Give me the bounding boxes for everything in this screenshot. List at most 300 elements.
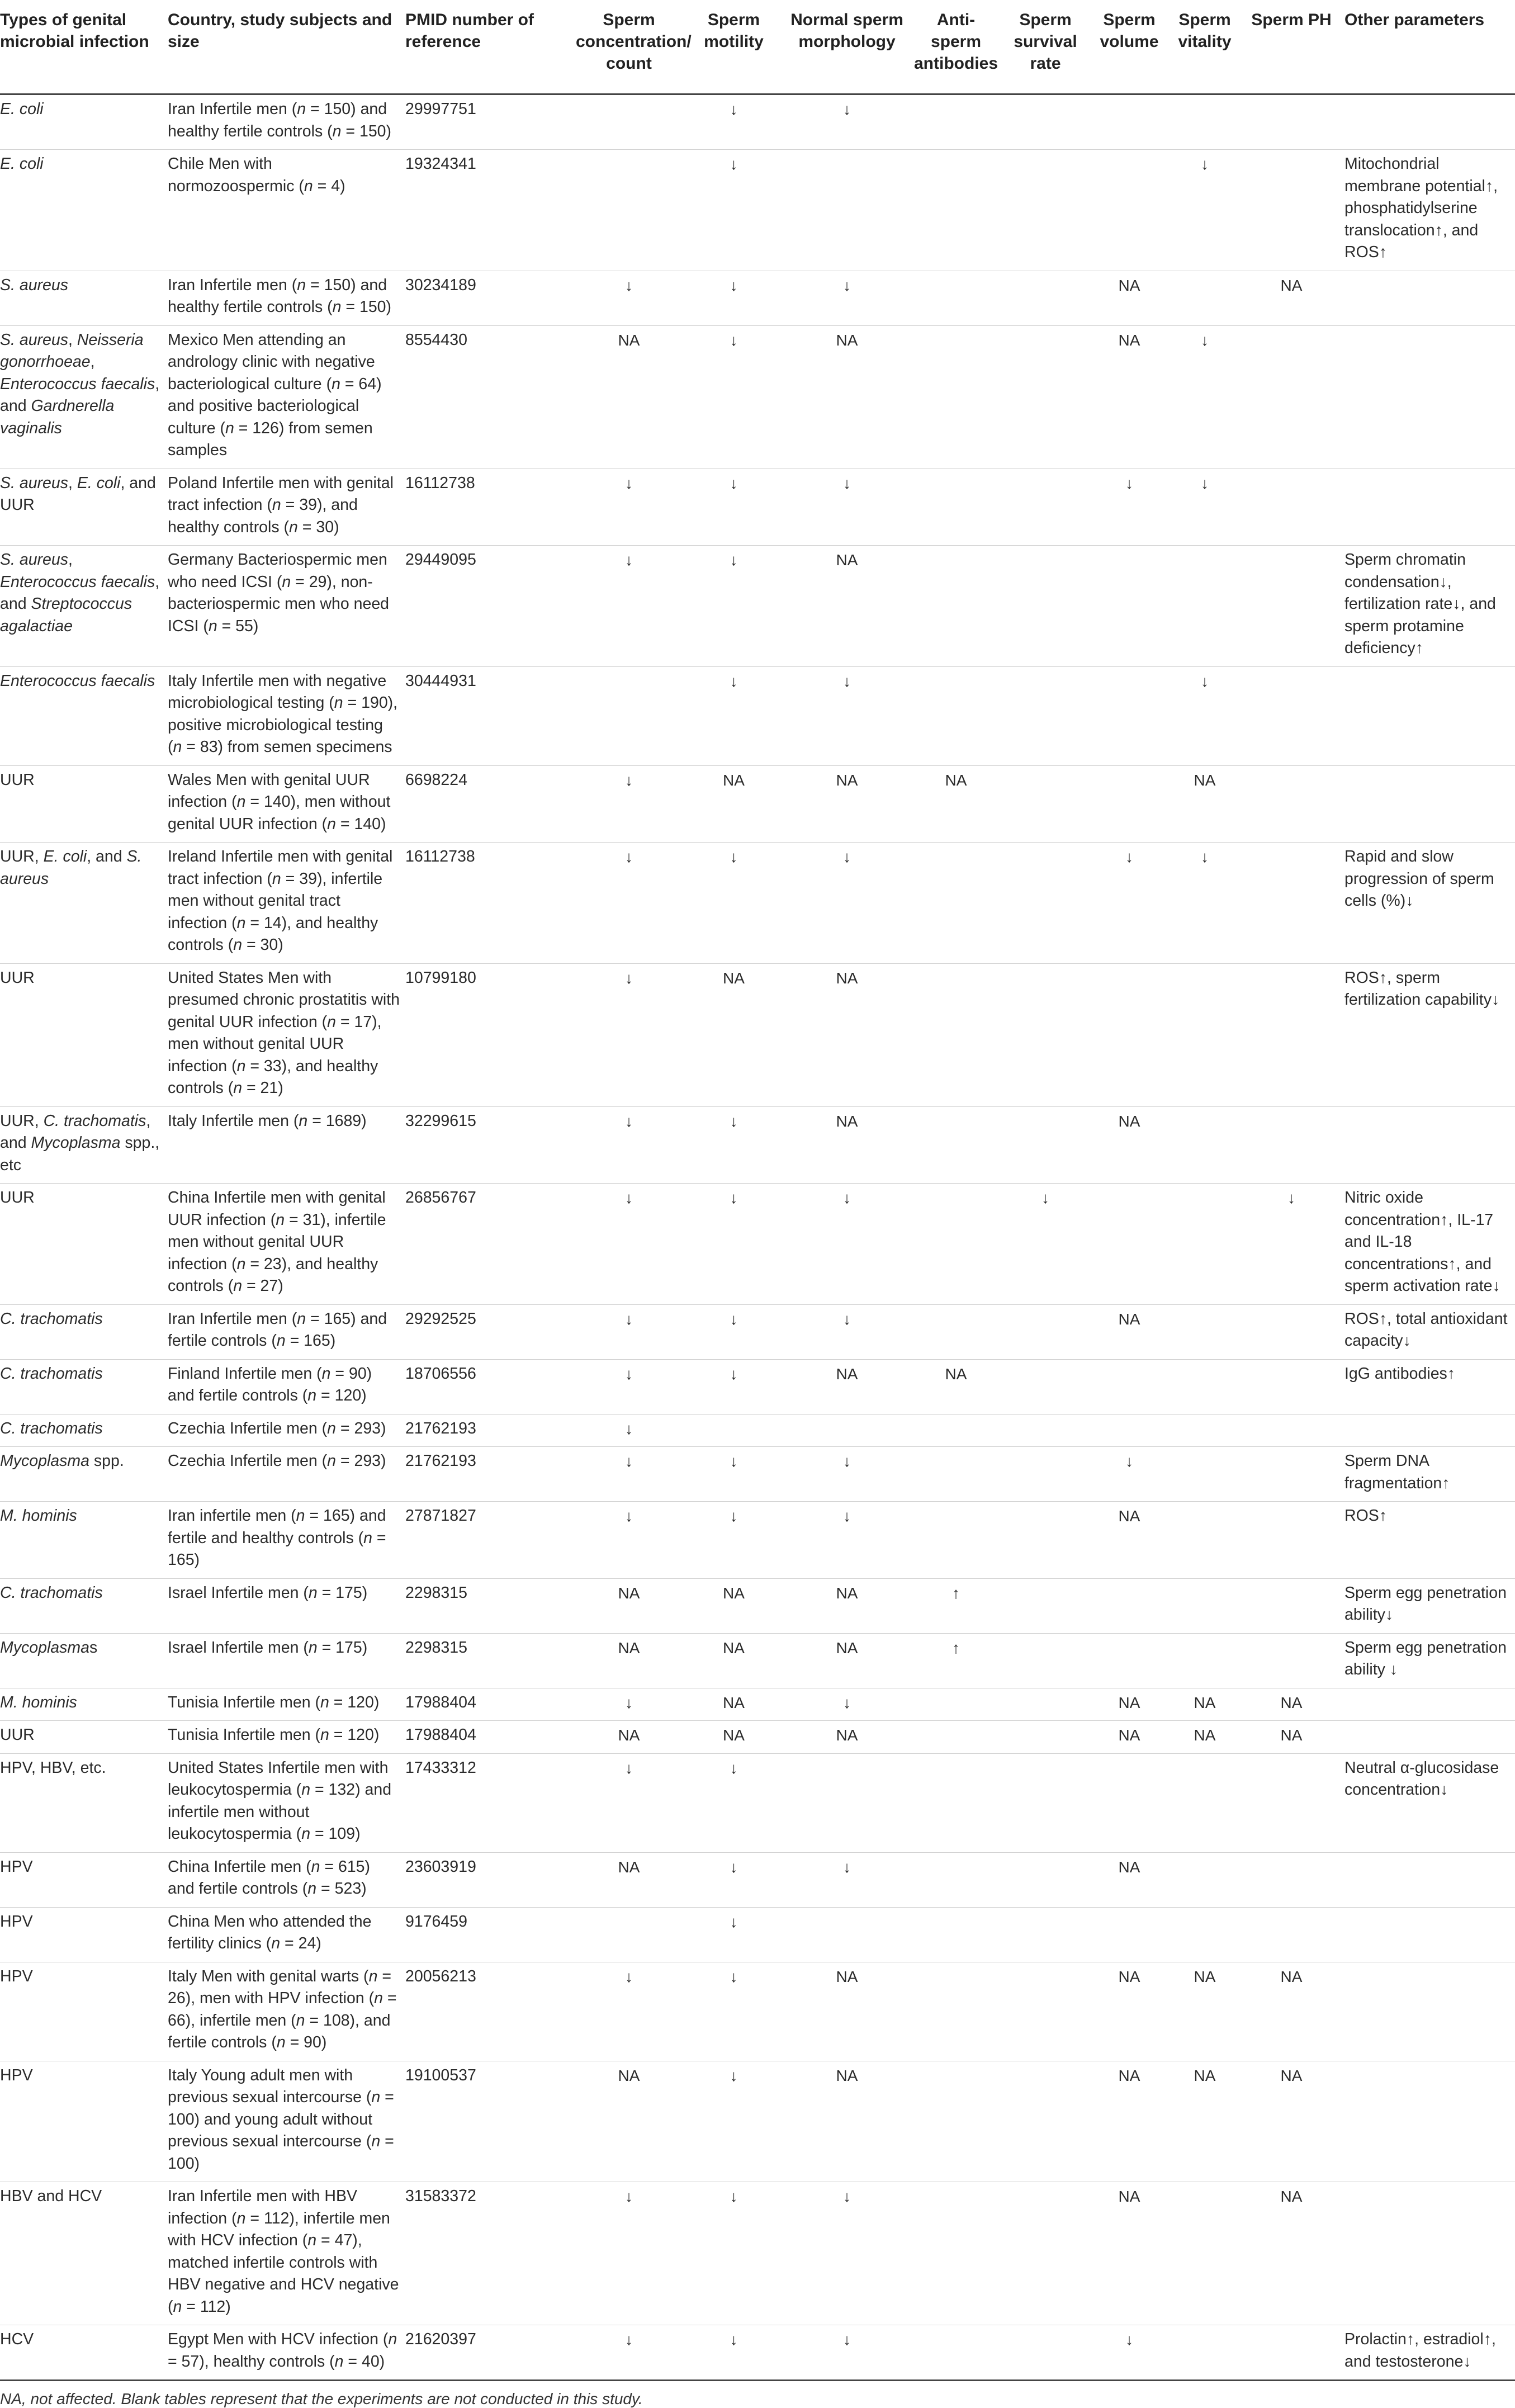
cell-pmid: 30444931 [405,666,576,765]
cell-infection-type: S. aureus [0,271,168,325]
cell-other-parameters [1344,271,1515,325]
cell-pmid: 16112738 [405,469,576,546]
cell-infection-type: S. aureus, Neisseria gonorrhoeae, Enterococcus faecalis, and Gardnerella vaginalis [0,325,168,469]
table-row [0,325,1515,469]
cell-country-subjects: Italy Young adult men with previous sexual intercourse (n = 100) and young adult without previous sexual intercourse (n = 100) [168,2061,405,2182]
cell-pmid: 18706556 [405,1359,576,1414]
cell-sperm-volume: NA [1093,1502,1171,1579]
cell-sperm-survival [1003,2061,1093,2182]
cell-sperm-vitality [1171,546,1244,667]
cell-antisperm-antibodies: NA [914,765,1003,843]
cell-sperm-vitality [1171,2182,1244,2325]
cell-antisperm-antibodies: ↑ [914,1578,1003,1633]
cell-sperm-motility: ↓ [688,1502,785,1579]
cell-sperm-survival [1003,1721,1093,1754]
cell-antisperm-antibodies [914,1447,1003,1502]
cell-normal-morphology: ↓ [785,94,914,150]
cell-sperm-concentration: ↓ [576,546,688,667]
cell-sperm-concentration: ↓ [576,271,688,325]
cell-antisperm-antibodies [914,2325,1003,2381]
cell-sperm-survival [1003,150,1093,271]
cell-sperm-ph: NA [1244,271,1344,325]
cell-normal-morphology: ↓ [785,2182,914,2325]
cell-pmid: 21762193 [405,1447,576,1502]
cell-sperm-motility: NA [688,1633,785,1688]
cell-country-subjects: Czechia Infertile men (n = 293) [168,1447,405,1502]
cell-sperm-volume [1093,1184,1171,1305]
cell-sperm-ph [1244,1633,1344,1688]
cell-sperm-volume [1093,1753,1171,1852]
cell-country-subjects: Italy Infertile men with negative microbiological testing (n = 190), positive microbiological testing (n = 83) from semen specimens [168,666,405,765]
cell-sperm-concentration: NA [576,1852,688,1907]
cell-pmid: 21762193 [405,1414,576,1447]
cell-sperm-survival [1003,1962,1093,2061]
cell-infection-type: M. hominis [0,1688,168,1721]
table-row [0,843,1515,964]
cell-sperm-survival [1003,1907,1093,1962]
cell-infection-type: C. trachomatis [0,1414,168,1447]
cell-infection-type: C. trachomatis [0,1578,168,1633]
cell-sperm-concentration: ↓ [576,1184,688,1305]
table-row [0,765,1515,843]
table-row [0,546,1515,667]
cell-sperm-concentration: ↓ [576,2325,688,2381]
cell-antisperm-antibodies [914,1721,1003,1754]
cell-antisperm-antibodies [914,469,1003,546]
table-row [0,271,1515,325]
cell-pmid: 32299615 [405,1106,576,1184]
cell-infection-type: UUR, C. trachomatis, and Mycoplasma spp., etc [0,1106,168,1184]
cell-sperm-ph [1244,666,1344,765]
cell-antisperm-antibodies: ↑ [914,1633,1003,1688]
cell-sperm-volume: NA [1093,2182,1171,2325]
cell-sperm-motility: ↓ [688,1852,785,1907]
cell-sperm-motility: ↓ [688,1447,785,1502]
header-sperm-ph: Sperm PH [1244,0,1344,94]
table-row [0,1106,1515,1184]
cell-sperm-volume: NA [1093,2061,1171,2182]
cell-country-subjects: Iran Infertile men (n = 165) and fertile controls (n = 165) [168,1304,405,1359]
cell-sperm-volume: NA [1093,1106,1171,1184]
cell-sperm-survival [1003,1106,1093,1184]
cell-sperm-concentration: ↓ [576,1688,688,1721]
cell-sperm-concentration: ↓ [576,1447,688,1502]
cell-normal-morphology: NA [785,1106,914,1184]
cell-infection-type: Mycoplasma spp. [0,1447,168,1502]
cell-infection-type: E. coli [0,94,168,150]
cell-sperm-vitality [1171,1304,1244,1359]
cell-sperm-concentration: NA [576,1633,688,1688]
cell-sperm-survival [1003,1852,1093,1907]
cell-antisperm-antibodies [914,1852,1003,1907]
cell-sperm-motility: ↓ [688,325,785,469]
cell-infection-type: HPV [0,2061,168,2182]
cell-sperm-ph [1244,1359,1344,1414]
cell-normal-morphology: ↓ [785,1304,914,1359]
cell-sperm-survival [1003,843,1093,964]
cell-sperm-concentration: ↓ [576,1502,688,1579]
cell-infection-type: UUR, E. coli, and S. aureus [0,843,168,964]
cell-sperm-concentration: NA [576,1721,688,1754]
cell-sperm-vitality: ↓ [1171,469,1244,546]
cell-antisperm-antibodies [914,271,1003,325]
cell-country-subjects: Israel Infertile men (n = 175) [168,1633,405,1688]
cell-sperm-concentration: NA [576,1578,688,1633]
cell-country-subjects: Germany Bacteriospermic men who need ICSI (n = 29), non-bacteriospermic men who need ICSI (n = 55) [168,546,405,667]
cell-country-subjects: Mexico Men attending an andrology clinic with negative bacteriological culture (n = 64) and positive bacteriological culture (n = 126) from semen samples [168,325,405,469]
cell-country-subjects: Iran Infertile men (n = 150) and healthy fertile controls (n = 150) [168,271,405,325]
table-row [0,1304,1515,1359]
cell-sperm-vitality [1171,1359,1244,1414]
cell-sperm-ph: ↓ [1244,1184,1344,1305]
cell-sperm-ph [1244,469,1344,546]
cell-sperm-survival [1003,1633,1093,1688]
cell-infection-type: HBV and HCV [0,2182,168,2325]
cell-sperm-volume [1093,1633,1171,1688]
cell-pmid: 29997751 [405,94,576,150]
cell-other-parameters [1344,94,1515,150]
cell-sperm-volume: NA [1093,271,1171,325]
cell-infection-type: Mycoplasmas [0,1633,168,1688]
table-row [0,1184,1515,1305]
cell-sperm-motility: ↓ [688,1304,785,1359]
cell-infection-type: HCV [0,2325,168,2381]
cell-antisperm-antibodies [914,1907,1003,1962]
table-row [0,1502,1515,1579]
header-country-subjects: Country, study subjects and size [168,0,405,94]
cell-normal-morphology: NA [785,1359,914,1414]
cell-infection-type: HPV [0,1907,168,1962]
cell-country-subjects: Italy Infertile men (n = 1689) [168,1106,405,1184]
cell-sperm-vitality [1171,1907,1244,1962]
cell-other-parameters [1344,1688,1515,1721]
cell-country-subjects: Tunisia Infertile men (n = 120) [168,1688,405,1721]
cell-infection-type: UUR [0,765,168,843]
cell-sperm-ph [1244,1753,1344,1852]
cell-sperm-volume: NA [1093,325,1171,469]
cell-antisperm-antibodies [914,1106,1003,1184]
cell-sperm-volume: ↓ [1093,469,1171,546]
cell-country-subjects: China Infertile men with genital UUR infection (n = 31), infertile men without genital UUR infection (n = 23), and healthy controls (n = 27) [168,1184,405,1305]
cell-normal-morphology: NA [785,325,914,469]
table-row [0,1962,1515,2061]
cell-other-parameters [1344,1907,1515,1962]
cell-normal-morphology: ↓ [785,1502,914,1579]
cell-sperm-vitality: NA [1171,1688,1244,1721]
cell-sperm-survival [1003,2325,1093,2381]
table-row [0,2182,1515,2325]
table-row [0,1721,1515,1754]
cell-sperm-volume: NA [1093,1852,1171,1907]
cell-sperm-ph [1244,546,1344,667]
cell-antisperm-antibodies [914,2061,1003,2182]
cell-country-subjects: Iran Infertile men (n = 150) and healthy fertile controls (n = 150) [168,94,405,150]
cell-normal-morphology: ↓ [785,1852,914,1907]
cell-sperm-volume [1093,1907,1171,1962]
cell-other-parameters: Rapid and slow progression of sperm cells (%)↓ [1344,843,1515,964]
cell-other-parameters: Sperm DNA fragmentation↑ [1344,1447,1515,1502]
cell-sperm-ph [1244,765,1344,843]
table-row [0,963,1515,1106]
cell-sperm-volume [1093,546,1171,667]
cell-sperm-volume [1093,963,1171,1106]
cell-other-parameters [1344,1852,1515,1907]
cell-sperm-ph [1244,94,1344,150]
table-row [0,1414,1515,1447]
cell-sperm-ph [1244,1106,1344,1184]
cell-sperm-vitality: NA [1171,1721,1244,1754]
cell-infection-type: HPV, HBV, etc. [0,1753,168,1852]
cell-antisperm-antibodies [914,1962,1003,2061]
cell-sperm-motility: ↓ [688,2182,785,2325]
cell-sperm-motility: NA [688,1578,785,1633]
cell-pmid: 8554430 [405,325,576,469]
cell-sperm-concentration: ↓ [576,469,688,546]
cell-sperm-concentration: NA [576,325,688,469]
cell-normal-morphology [785,1907,914,1962]
cell-sperm-concentration [576,150,688,271]
cell-country-subjects: Iran infertile men (n = 165) and fertile and healthy controls (n = 165) [168,1502,405,1579]
cell-sperm-survival [1003,1688,1093,1721]
cell-sperm-motility: NA [688,765,785,843]
cell-pmid: 9176459 [405,1907,576,1962]
cell-pmid: 29292525 [405,1304,576,1359]
cell-antisperm-antibodies [914,1184,1003,1305]
header-row [0,0,1515,94]
cell-antisperm-antibodies [914,94,1003,150]
cell-sperm-survival [1003,666,1093,765]
cell-country-subjects: Chile Men with normozoospermic (n = 4) [168,150,405,271]
cell-normal-morphology: NA [785,963,914,1106]
cell-sperm-volume [1093,1578,1171,1633]
cell-pmid: 17988404 [405,1721,576,1754]
cell-other-parameters: Sperm egg penetration ability ↓ [1344,1633,1515,1688]
cell-sperm-survival [1003,765,1093,843]
cell-sperm-vitality [1171,1414,1244,1447]
cell-antisperm-antibodies [914,150,1003,271]
cell-sperm-vitality [1171,1578,1244,1633]
cell-sperm-survival [1003,1753,1093,1852]
cell-country-subjects: Czechia Infertile men (n = 293) [168,1414,405,1447]
cell-normal-morphology: ↓ [785,271,914,325]
cell-other-parameters [1344,1721,1515,1754]
cell-sperm-concentration: ↓ [576,1753,688,1852]
cell-antisperm-antibodies [914,843,1003,964]
cell-sperm-volume: ↓ [1093,2325,1171,2381]
cell-sperm-ph [1244,1578,1344,1633]
cell-normal-morphology: ↓ [785,1447,914,1502]
cell-sperm-concentration [576,666,688,765]
cell-sperm-concentration: ↓ [576,1304,688,1359]
cell-sperm-survival [1003,1502,1093,1579]
cell-sperm-concentration: ↓ [576,765,688,843]
cell-normal-morphology: ↓ [785,469,914,546]
cell-sperm-ph: NA [1244,1721,1344,1754]
cell-sperm-ph: NA [1244,1962,1344,2061]
cell-sperm-survival [1003,963,1093,1106]
cell-sperm-vitality: ↓ [1171,666,1244,765]
cell-sperm-motility: ↓ [688,1184,785,1305]
cell-sperm-concentration [576,1907,688,1962]
cell-sperm-volume [1093,666,1171,765]
cell-sperm-motility: ↓ [688,2325,785,2381]
cell-other-parameters: Mitochondrial membrane potential↑, phosphatidylserine translocation↑, and ROS↑ [1344,150,1515,271]
cell-normal-morphology: ↓ [785,843,914,964]
table-row [0,150,1515,271]
header-sperm-concentration: Sperm concentration/ count [576,0,688,94]
table-row [0,1688,1515,1721]
cell-normal-morphology: ↓ [785,2325,914,2381]
cell-sperm-ph [1244,1414,1344,1447]
cell-sperm-ph [1244,963,1344,1106]
cell-sperm-vitality [1171,1502,1244,1579]
header-sperm-vitality: Sperm vitality [1171,0,1244,94]
cell-sperm-ph [1244,150,1344,271]
cell-sperm-motility: ↓ [688,2061,785,2182]
cell-sperm-ph: NA [1244,2182,1344,2325]
cell-country-subjects: China Infertile men (n = 615) and fertile controls (n = 523) [168,1852,405,1907]
cell-normal-morphology: NA [785,1578,914,1633]
cell-country-subjects: Iran Infertile men with HBV infection (n = 112), infertile men with HCV infection (n = 47), matched infertile controls with HBV negative and HCV negative (n = 112) [168,2182,405,2325]
cell-sperm-motility: ↓ [688,1359,785,1414]
table-row [0,2325,1515,2381]
cell-other-parameters: Sperm chromatin condensation↓, fertilization rate↓, and sperm protamine deficiency↑ [1344,546,1515,667]
cell-other-parameters [1344,1106,1515,1184]
cell-pmid: 19100537 [405,2061,576,2182]
cell-sperm-volume [1093,765,1171,843]
cell-sperm-volume: ↓ [1093,843,1171,964]
table-row [0,666,1515,765]
cell-pmid: 29449095 [405,546,576,667]
cell-other-parameters [1344,666,1515,765]
cell-country-subjects: Finland Infertile men (n = 90) and fertile controls (n = 120) [168,1359,405,1414]
cell-antisperm-antibodies [914,1502,1003,1579]
cell-pmid: 23603919 [405,1852,576,1907]
cell-country-subjects: Tunisia Infertile men (n = 120) [168,1721,405,1754]
table-row [0,1578,1515,1633]
cell-country-subjects: China Men who attended the fertility clinics (n = 24) [168,1907,405,1962]
cell-sperm-concentration: ↓ [576,963,688,1106]
cell-infection-type: E. coli [0,150,168,271]
cell-sperm-motility: ↓ [688,469,785,546]
cell-sperm-motility: NA [688,1688,785,1721]
cell-infection-type: S. aureus, E. coli, and UUR [0,469,168,546]
table-row [0,1447,1515,1502]
cell-country-subjects: Wales Men with genital UUR infection (n = 140), men without genital UUR infection (n = 140) [168,765,405,843]
header-antisperm-antibodies: Anti-sperm antibodies [914,0,1003,94]
cell-country-subjects: Egypt Men with HCV infection (n = 57), healthy controls (n = 40) [168,2325,405,2381]
cell-infection-type: HPV [0,1962,168,2061]
cell-normal-morphology: NA [785,1962,914,2061]
cell-normal-morphology: ↓ [785,1688,914,1721]
cell-antisperm-antibodies [914,2182,1003,2325]
cell-sperm-vitality: NA [1171,1962,1244,2061]
cell-sperm-motility: ↓ [688,843,785,964]
cell-sperm-vitality [1171,1184,1244,1305]
cell-antisperm-antibodies [914,546,1003,667]
cell-other-parameters [1344,2061,1515,2182]
cell-sperm-vitality: ↓ [1171,843,1244,964]
cell-sperm-volume: NA [1093,1962,1171,2061]
table-row [0,1753,1515,1852]
table-body [0,94,1515,2381]
cell-pmid: 20056213 [405,1962,576,2061]
cell-pmid: 17988404 [405,1688,576,1721]
cell-country-subjects: United States Infertile men with leukocytospermia (n = 132) and infertile men without leukocytospermia (n = 109) [168,1753,405,1852]
cell-sperm-concentration: ↓ [576,1359,688,1414]
cell-antisperm-antibodies [914,1753,1003,1852]
cell-pmid: 26856767 [405,1184,576,1305]
cell-sperm-vitality [1171,1852,1244,1907]
cell-sperm-concentration: NA [576,2061,688,2182]
cell-sperm-ph [1244,1502,1344,1579]
cell-sperm-concentration [576,94,688,150]
header-infection-type: Types of genital microbial infection [0,0,168,94]
cell-other-parameters [1344,1962,1515,2061]
cell-sperm-ph [1244,1447,1344,1502]
cell-pmid: 21620397 [405,2325,576,2381]
cell-sperm-motility: ↓ [688,666,785,765]
cell-antisperm-antibodies [914,1304,1003,1359]
header-other-parameters: Other parameters [1344,0,1515,94]
cell-pmid: 10799180 [405,963,576,1106]
cell-normal-morphology [785,150,914,271]
cell-sperm-volume [1093,94,1171,150]
cell-infection-type: M. hominis [0,1502,168,1579]
cell-antisperm-antibodies [914,1688,1003,1721]
cell-sperm-survival [1003,2182,1093,2325]
cell-other-parameters [1344,325,1515,469]
cell-other-parameters [1344,1414,1515,1447]
cell-sperm-vitality: ↓ [1171,150,1244,271]
cell-other-parameters: ROS↑, total antioxidant capacity↓ [1344,1304,1515,1359]
cell-country-subjects: Israel Infertile men (n = 175) [168,1578,405,1633]
cell-country-subjects: United States Men with presumed chronic prostatitis with genital UUR infection (n = 17), men without genital UUR infection (n = 33), and healthy controls (n = 21) [168,963,405,1106]
cell-sperm-ph [1244,325,1344,469]
cell-other-parameters [1344,765,1515,843]
cell-sperm-survival [1003,546,1093,667]
cell-sperm-vitality [1171,94,1244,150]
cell-sperm-survival [1003,94,1093,150]
table-row [0,1359,1515,1414]
cell-normal-morphology: NA [785,1633,914,1688]
cell-other-parameters [1344,469,1515,546]
cell-sperm-motility: ↓ [688,1106,785,1184]
cell-normal-morphology: NA [785,1721,914,1754]
cell-sperm-volume [1093,150,1171,271]
cell-sperm-concentration: ↓ [576,1414,688,1447]
cell-sperm-survival: ↓ [1003,1184,1093,1305]
header-sperm-motility: Sperm motility [688,0,785,94]
cell-sperm-ph: NA [1244,1688,1344,1721]
cell-sperm-volume: NA [1093,1304,1171,1359]
cell-sperm-vitality [1171,1106,1244,1184]
cell-antisperm-antibodies [914,963,1003,1106]
cell-infection-type: C. trachomatis [0,1304,168,1359]
cell-sperm-ph [1244,1852,1344,1907]
cell-sperm-vitality: NA [1171,765,1244,843]
cell-sperm-motility: ↓ [688,1962,785,2061]
cell-infection-type: Enterococcus faecalis [0,666,168,765]
header-normal-morphology: Normal sperm morphology [785,0,914,94]
cell-antisperm-antibodies: NA [914,1359,1003,1414]
cell-sperm-motility: ↓ [688,1753,785,1852]
cell-infection-type: UUR [0,963,168,1106]
cell-sperm-motility: NA [688,1721,785,1754]
cell-pmid: 16112738 [405,843,576,964]
cell-normal-morphology: ↓ [785,1184,914,1305]
table-row [0,1633,1515,1688]
